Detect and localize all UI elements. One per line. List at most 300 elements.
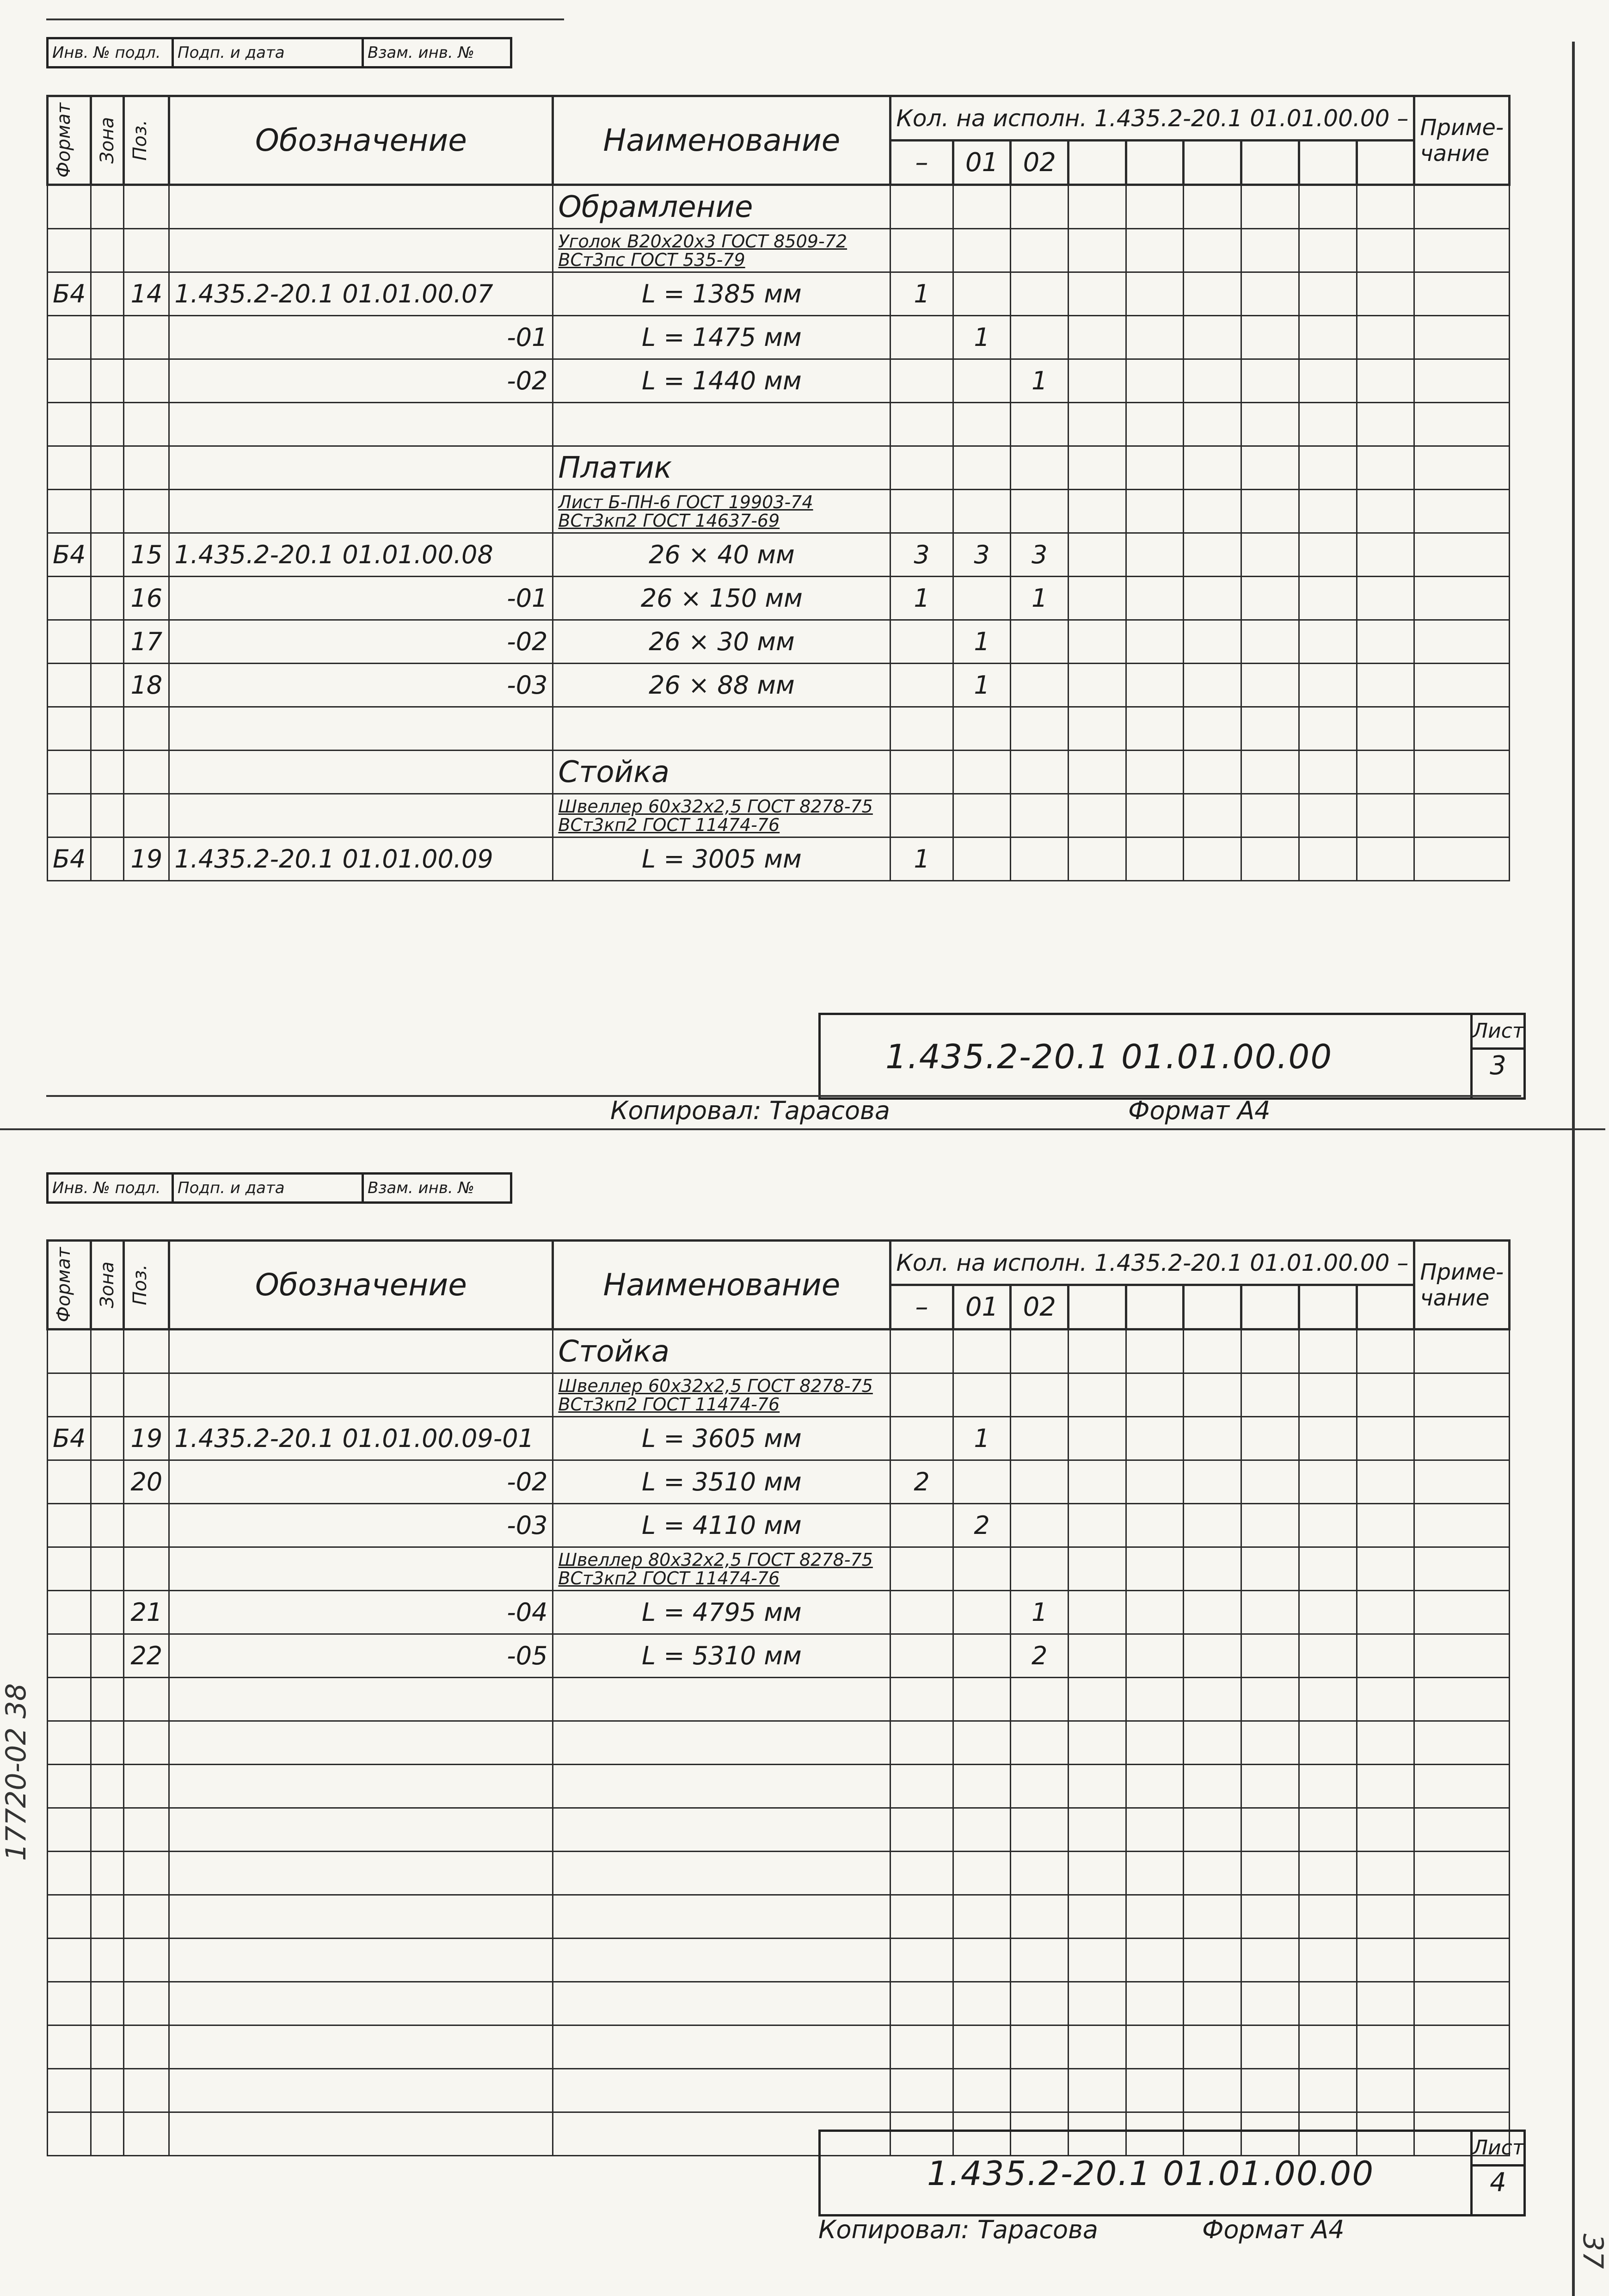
cell-qty-empty	[1184, 620, 1241, 664]
cell-qty-empty	[1184, 664, 1241, 707]
cell-qty-empty	[1069, 1417, 1126, 1460]
cell-qty-01: 1	[953, 316, 1011, 359]
cell-qty-empty	[1241, 1547, 1299, 1591]
table-row	[48, 229, 1510, 272]
cell-zone	[91, 1939, 124, 1982]
cell-qty-empty	[1241, 664, 1299, 707]
cell-format	[48, 1982, 91, 2025]
cell-qty-empty	[1241, 403, 1299, 446]
cell-zone	[91, 1895, 124, 1939]
col-name: Наименование	[553, 1241, 890, 1330]
cell-qty-empty	[1241, 446, 1299, 490]
cell-note	[1414, 1852, 1510, 1895]
cell-qty-empty	[1357, 272, 1414, 316]
cell-qty-empty	[1069, 1591, 1126, 1634]
cell-qty-empty	[1299, 794, 1357, 837]
cell-qty-empty	[1241, 1939, 1299, 1982]
cell-qty-empty	[1069, 1765, 1126, 1808]
cell-pos: 17	[124, 620, 169, 664]
cell-qty-empty	[1241, 1330, 1299, 1373]
col-format: Формат	[48, 96, 91, 185]
cell-qty-empty	[1241, 707, 1299, 751]
cell-designation: -04	[169, 1591, 553, 1634]
cell-qty-empty	[1357, 1634, 1414, 1678]
mini-header-replace: Взам. инв. №	[364, 39, 512, 66]
cell-name	[553, 707, 890, 751]
cell-qty-empty	[1069, 1808, 1126, 1852]
cell-qty-empty	[1184, 1721, 1241, 1765]
cell-zone	[91, 1678, 124, 1721]
cell-qty-01	[953, 2025, 1011, 2069]
cell-pos	[124, 1547, 169, 1591]
table-row	[48, 1591, 1510, 1634]
cell-designation	[169, 1721, 553, 1765]
cell-qty-empty	[1069, 837, 1126, 881]
cell-qty-base	[890, 1721, 953, 1765]
cell-zone	[91, 403, 124, 446]
table-row	[48, 1721, 1510, 1765]
cell-qty-empty	[1069, 1547, 1126, 1591]
cell-qty-empty	[1299, 1895, 1357, 1939]
cell-pos	[124, 359, 169, 403]
cell-pos: 21	[124, 1591, 169, 1634]
sheet-number: 3	[1490, 1051, 1506, 1081]
cell-qty-empty	[1126, 2069, 1184, 2112]
cell-name	[553, 1939, 890, 1982]
cell-qty-empty	[1357, 229, 1414, 272]
col-format: Формат	[48, 1241, 91, 1330]
cell-qty-empty	[1069, 1895, 1126, 1939]
cell-note	[1414, 1939, 1510, 1982]
drawing-code: 1.435.2-20.1 01.01.00.00	[885, 1037, 1333, 1076]
cell-qty-empty	[1299, 1460, 1357, 1504]
cell-designation: -02	[169, 1460, 553, 1504]
cell-name	[553, 1678, 890, 1721]
cell-qty-empty	[1241, 2069, 1299, 2112]
cell-zone	[91, 490, 124, 533]
table-row	[48, 359, 1510, 403]
cell-zone	[91, 446, 124, 490]
cell-qty-empty	[1241, 837, 1299, 881]
qty-col-base: –	[890, 1285, 953, 1330]
cell-qty-01	[953, 1591, 1011, 1634]
cell-note	[1414, 316, 1510, 359]
cell-qty-base	[890, 794, 953, 837]
cell-note	[1414, 533, 1510, 577]
cell-qty-base	[890, 1765, 953, 1808]
cell-pos	[124, 1852, 169, 1895]
table-row	[48, 2069, 1510, 2112]
table-row	[48, 1504, 1510, 1547]
cell-qty-empty	[1069, 2025, 1126, 2069]
cell-designation	[169, 1765, 553, 1808]
cell-format	[48, 620, 91, 664]
cell-qty-empty	[1184, 794, 1241, 837]
cell-qty-empty	[1299, 620, 1357, 664]
cell-qty-empty	[1357, 359, 1414, 403]
cell-qty-01	[953, 794, 1011, 837]
cell-qty-empty	[1126, 1547, 1184, 1591]
cell-qty-empty	[1241, 751, 1299, 794]
cell-format	[48, 577, 91, 620]
cell-qty-01	[953, 577, 1011, 620]
cell-name: Швеллер 60х32х2,5 ГОСТ 8278-75 ВСт3кп2 ГОСТ 11474-76	[553, 1373, 890, 1417]
cell-qty-empty	[1357, 1373, 1414, 1417]
table-row	[48, 1678, 1510, 1721]
cell-format	[48, 1721, 91, 1765]
cell-pos	[124, 1373, 169, 1417]
cell-qty-01	[953, 1634, 1011, 1678]
cell-qty-empty	[1126, 533, 1184, 577]
table-row	[48, 577, 1510, 620]
cell-qty-01	[953, 359, 1011, 403]
spec-table	[46, 95, 1511, 881]
cell-pos	[124, 316, 169, 359]
col-pos: Поз.	[124, 96, 169, 185]
cell-qty-empty	[1069, 272, 1126, 316]
cell-qty-empty	[1126, 1721, 1184, 1765]
table-row	[48, 1330, 1510, 1373]
cell-qty-base	[890, 2069, 953, 2112]
cell-format	[48, 1939, 91, 1982]
cell-zone	[91, 1982, 124, 2025]
cell-note	[1414, 1417, 1510, 1460]
cell-qty-empty	[1299, 359, 1357, 403]
cell-designation	[169, 1895, 553, 1939]
cell-qty-empty	[1184, 1895, 1241, 1939]
page-number: 37	[1577, 2234, 1609, 2269]
cell-zone	[91, 1721, 124, 1765]
cell-qty-empty	[1299, 837, 1357, 881]
cell-qty-empty	[1299, 1939, 1357, 1982]
col-qty-title: Кол. на исполн. 1.435.2-20.1 01.01.00.00 –	[890, 1241, 1414, 1285]
cell-designation: -03	[169, 1504, 553, 1547]
qty-col-02: 02	[1011, 1285, 1069, 1330]
cell-qty-empty	[1184, 1634, 1241, 1678]
cell-qty-empty	[1241, 2025, 1299, 2069]
cell-format	[48, 446, 91, 490]
cell-qty-empty	[1299, 707, 1357, 751]
cell-qty-empty	[1299, 1982, 1357, 2025]
cell-qty-empty	[1184, 2025, 1241, 2069]
cell-qty-empty	[1184, 2069, 1241, 2112]
cell-name	[553, 2069, 890, 2112]
cell-designation	[169, 2112, 553, 2156]
cell-qty-01	[953, 1852, 1011, 1895]
cell-qty-empty	[1126, 490, 1184, 533]
cell-qty-02	[1011, 272, 1069, 316]
cell-qty-01: 1	[953, 1417, 1011, 1460]
cell-designation	[169, 1547, 553, 1591]
cell-qty-empty	[1126, 1895, 1184, 1939]
cell-qty-empty	[1241, 1634, 1299, 1678]
cell-qty-empty	[1069, 1939, 1126, 1982]
cell-qty-base	[890, 620, 953, 664]
cell-qty-02	[1011, 1373, 1069, 1417]
cell-qty-02: 1	[1011, 359, 1069, 403]
cell-pos	[124, 1982, 169, 2025]
cell-zone	[91, 1808, 124, 1852]
cell-qty-empty	[1357, 1939, 1414, 1982]
cell-note	[1414, 751, 1510, 794]
cell-qty-01	[953, 751, 1011, 794]
cell-qty-empty	[1357, 1852, 1414, 1895]
cell-qty-empty	[1357, 751, 1414, 794]
col-qty-title: Кол. на исполн. 1.435.2-20.1 01.01.00.00 –	[890, 96, 1414, 141]
cell-qty-01: 1	[953, 620, 1011, 664]
cell-name: 26 × 30 мм	[553, 620, 890, 664]
col-note: Приме- чание	[1414, 96, 1510, 185]
cell-qty-02	[1011, 1417, 1069, 1460]
cell-format	[48, 403, 91, 446]
cell-qty-02	[1011, 837, 1069, 881]
sheet-separator	[0, 1128, 1605, 1130]
cell-qty-01	[953, 185, 1011, 229]
cell-qty-01	[953, 1547, 1011, 1591]
col-zone: Зона	[91, 1241, 124, 1330]
table-row	[48, 837, 1510, 881]
cell-name: L = 1475 мм	[553, 316, 890, 359]
cell-note	[1414, 359, 1510, 403]
cell-qty-base	[890, 1330, 953, 1373]
cell-qty-empty	[1126, 359, 1184, 403]
cell-qty-empty	[1069, 1721, 1126, 1765]
cell-qty-empty	[1184, 490, 1241, 533]
cell-name	[553, 403, 890, 446]
cell-zone	[91, 1330, 124, 1373]
qty-col-base: –	[890, 141, 953, 185]
cell-qty-empty	[1357, 707, 1414, 751]
cell-qty-empty	[1184, 1417, 1241, 1460]
cell-qty-02	[1011, 1504, 1069, 1547]
cell-designation	[169, 185, 553, 229]
cell-qty-empty	[1184, 533, 1241, 577]
cell-qty-01	[953, 490, 1011, 533]
cell-zone	[91, 794, 124, 837]
cell-qty-empty	[1357, 837, 1414, 881]
cell-name	[553, 1721, 890, 1765]
qty-col-01: 01	[953, 1285, 1011, 1330]
cell-qty-01	[953, 1721, 1011, 1765]
table-row	[48, 403, 1510, 446]
cell-format: Б4	[48, 837, 91, 881]
qty-col-02: 02	[1011, 141, 1069, 185]
cell-designation	[169, 794, 553, 837]
cell-qty-base	[890, 1808, 953, 1852]
cell-qty-empty	[1357, 490, 1414, 533]
cell-designation	[169, 2069, 553, 2112]
cell-qty-base	[890, 490, 953, 533]
cell-qty-02	[1011, 620, 1069, 664]
cell-pos	[124, 2025, 169, 2069]
qty-col-01: 01	[953, 141, 1011, 185]
cell-qty-base	[890, 1634, 953, 1678]
cell-qty-empty	[1357, 185, 1414, 229]
cell-qty-empty	[1069, 1634, 1126, 1678]
mini-header-inv: Инв. № подл.	[49, 1175, 174, 1201]
cell-qty-01	[953, 1982, 1011, 2025]
cell-note	[1414, 446, 1510, 490]
cell-qty-empty	[1126, 664, 1184, 707]
cell-zone	[91, 1765, 124, 1808]
cell-qty-empty	[1126, 1373, 1184, 1417]
cell-designation: 1.435.2-20.1 01.01.00.07	[169, 272, 553, 316]
cell-qty-empty	[1299, 316, 1357, 359]
cell-pos	[124, 1678, 169, 1721]
cell-designation	[169, 1808, 553, 1852]
cell-qty-empty	[1069, 446, 1126, 490]
cell-qty-base	[890, 1417, 953, 1460]
cell-qty-empty	[1357, 1460, 1414, 1504]
cell-qty-empty	[1184, 272, 1241, 316]
cell-format	[48, 1373, 91, 1417]
cell-designation: -01	[169, 316, 553, 359]
cell-zone	[91, 272, 124, 316]
cell-name: L = 1385 мм	[553, 272, 890, 316]
cell-zone	[91, 751, 124, 794]
cell-qty-base	[890, 1373, 953, 1417]
cell-qty-empty	[1069, 1373, 1126, 1417]
right-frame-edge	[1572, 42, 1575, 2296]
cell-qty-empty	[1069, 2069, 1126, 2112]
table-row	[48, 1982, 1510, 2025]
cell-name	[553, 1982, 890, 2025]
table-row	[48, 1547, 1510, 1591]
cell-format	[48, 751, 91, 794]
cell-qty-empty	[1357, 1678, 1414, 1721]
cell-pos	[124, 1330, 169, 1373]
cell-zone	[91, 1460, 124, 1504]
cell-format	[48, 1330, 91, 1373]
mini-header-sign: Подп. и дата	[174, 1175, 364, 1201]
cell-qty-empty	[1241, 490, 1299, 533]
cell-qty-base: 3	[890, 533, 953, 577]
cell-qty-empty	[1299, 2025, 1357, 2069]
table-row	[48, 664, 1510, 707]
cell-qty-empty	[1184, 1373, 1241, 1417]
cell-format	[48, 1765, 91, 1808]
cell-qty-base	[890, 2025, 953, 2069]
cell-qty-02	[1011, 1765, 1069, 1808]
cell-pos: 19	[124, 837, 169, 881]
cell-name: L = 1440 мм	[553, 359, 890, 403]
cell-note	[1414, 837, 1510, 881]
cell-qty-empty	[1069, 664, 1126, 707]
cell-designation: 1.435.2-20.1 01.01.00.09	[169, 837, 553, 881]
cell-qty-02	[1011, 1547, 1069, 1591]
cell-qty-empty	[1357, 1417, 1414, 1460]
cell-designation	[169, 2025, 553, 2069]
cell-qty-empty	[1126, 794, 1184, 837]
cell-pos: 19	[124, 1417, 169, 1460]
cell-pos	[124, 1765, 169, 1808]
cell-format	[48, 1808, 91, 1852]
cell-pos	[124, 403, 169, 446]
cell-qty-base	[890, 316, 953, 359]
cell-qty-base	[890, 1982, 953, 2025]
cell-qty-01: 3	[953, 533, 1011, 577]
cell-format	[48, 359, 91, 403]
cell-designation	[169, 1982, 553, 2025]
cell-qty-empty	[1184, 403, 1241, 446]
cell-qty-empty	[1241, 1591, 1299, 1634]
cell-qty-empty	[1357, 1591, 1414, 1634]
cell-format	[48, 1895, 91, 1939]
cell-qty-empty	[1126, 403, 1184, 446]
cell-qty-empty	[1069, 1982, 1126, 2025]
cell-format	[48, 1634, 91, 1678]
cell-qty-empty	[1184, 837, 1241, 881]
cell-qty-base	[890, 1504, 953, 1547]
cell-format	[48, 1504, 91, 1547]
cell-qty-empty	[1241, 533, 1299, 577]
cell-format	[48, 1678, 91, 1721]
cell-designation: -01	[169, 577, 553, 620]
cell-qty-empty	[1241, 577, 1299, 620]
cell-format: Б4	[48, 1417, 91, 1460]
cell-qty-empty	[1126, 577, 1184, 620]
cell-qty-empty	[1126, 185, 1184, 229]
cell-zone	[91, 2025, 124, 2069]
cell-pos	[124, 1895, 169, 1939]
cell-qty-02	[1011, 446, 1069, 490]
cell-qty-empty	[1299, 1504, 1357, 1547]
cell-zone	[91, 1634, 124, 1678]
sheet-number-box	[1470, 2132, 1523, 2214]
cell-zone	[91, 837, 124, 881]
cell-qty-empty	[1241, 1373, 1299, 1417]
cell-qty-01	[953, 1939, 1011, 1982]
cell-qty-empty	[1069, 490, 1126, 533]
cell-qty-empty	[1184, 1808, 1241, 1852]
cell-qty-base	[890, 1939, 953, 1982]
cell-qty-02	[1011, 1895, 1069, 1939]
cell-qty-empty	[1126, 1504, 1184, 1547]
cell-qty-01	[953, 1330, 1011, 1373]
inventory-number-side: 17720-02 38	[0, 1683, 32, 1861]
col-zone: Зона	[91, 96, 124, 185]
cell-qty-base	[890, 664, 953, 707]
cell-qty-empty	[1126, 620, 1184, 664]
mini-header-sign: Подп. и дата	[174, 39, 364, 66]
format-label: Формат А4	[1202, 2215, 1345, 2244]
cell-qty-02	[1011, 1721, 1069, 1765]
cell-designation	[169, 1330, 553, 1373]
cell-qty-empty	[1357, 1721, 1414, 1765]
copied-by: Копировал: Тарасова	[610, 1096, 890, 1125]
cell-qty-empty	[1241, 359, 1299, 403]
cell-qty-empty	[1184, 1765, 1241, 1808]
cell-zone	[91, 359, 124, 403]
cell-qty-empty	[1184, 577, 1241, 620]
cell-qty-empty	[1069, 1678, 1126, 1721]
cell-qty-empty	[1299, 272, 1357, 316]
cell-note	[1414, 272, 1510, 316]
cell-qty-empty	[1184, 359, 1241, 403]
cell-name: Стойка	[553, 751, 890, 794]
cell-qty-base	[890, 707, 953, 751]
cell-name: L = 3510 мм	[553, 1460, 890, 1504]
cell-zone	[91, 1373, 124, 1417]
cell-qty-empty	[1126, 751, 1184, 794]
cell-qty-empty	[1184, 1678, 1241, 1721]
table-row	[48, 1852, 1510, 1895]
cell-qty-02	[1011, 1939, 1069, 1982]
cell-qty-02	[1011, 2069, 1069, 2112]
cell-name: Уголок В20х20х3 ГОСТ 8509-72 ВСт3пс ГОСТ 535-79	[553, 229, 890, 272]
cell-qty-empty	[1357, 1895, 1414, 1939]
cell-pos	[124, 2112, 169, 2156]
